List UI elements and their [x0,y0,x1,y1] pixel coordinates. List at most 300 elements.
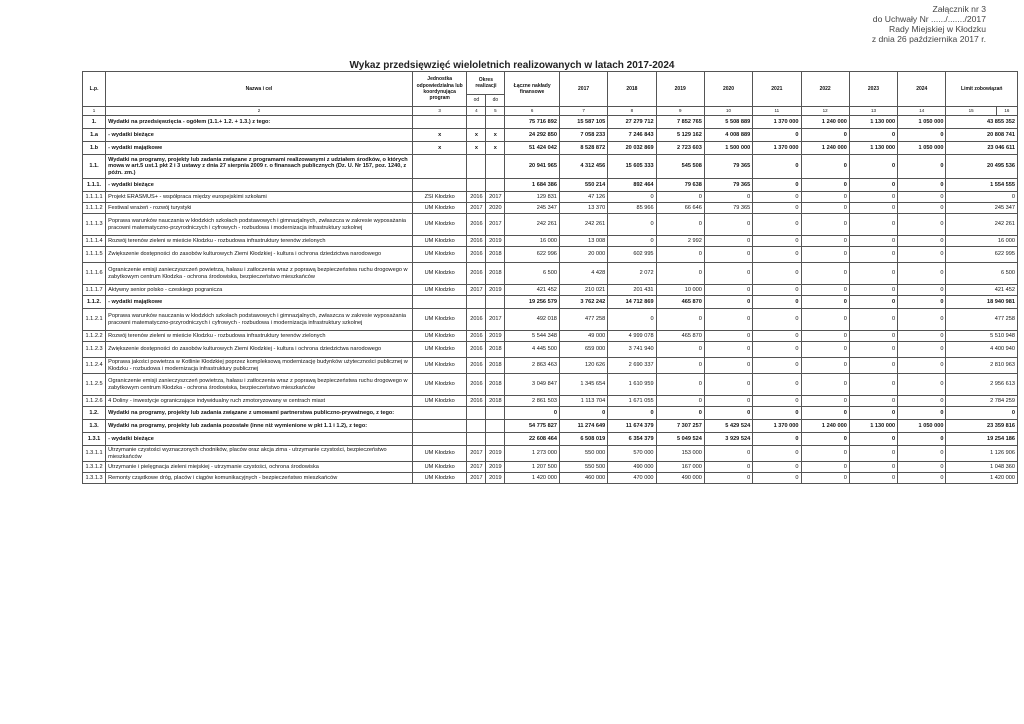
row-value-2018: 892 464 [608,179,656,192]
row-value-2024: 0 [898,263,946,285]
row-value-2017: 4 428 [559,263,607,285]
row-value-2024: 0 [898,433,946,446]
row-lp: 1.1.2.6 [83,396,106,407]
row-value-2021: 0 [753,358,801,374]
row-lp: 1.1.1.2 [83,203,106,214]
row-limit: 4 400 940 [946,342,1018,358]
row-limit: 43 855 352 [946,116,1018,129]
row-value-2017: 6 508 019 [559,433,607,446]
row-total: 1 420 000 [505,473,560,484]
row-from [467,116,486,129]
table-row [83,179,1018,192]
row-name: 4 Doliny - inwestycje ograniczające indywidualny ruch zmotoryzowany w centrach miast [106,396,413,407]
row-value-2024: 0 [898,473,946,484]
colnum: 15 [946,107,996,116]
row-lp: 1.1.2.1 [83,309,106,331]
table-row [83,116,1018,129]
row-value-2023: 0 [849,296,897,309]
council-name: Rady Miejskiej w Kłodzku [889,24,986,34]
row-value-2017: 659 000 [559,342,607,358]
col-year-2018: 2018 [608,72,656,107]
row-total: 1 207 500 [505,462,560,473]
row-value-2017: 550 500 [559,462,607,473]
row-name: Zwiększenie dostępności do zasobów kulturowych Ziemi Kłodzkiej - kultura i ochrona dziedzictwa narodowego [106,247,413,263]
row-value-2023: 0 [849,433,897,446]
row-total: 6 500 [505,263,560,285]
row-to [486,407,505,420]
row-limit: 5 510 948 [946,331,1018,342]
row-from: 2017 [467,462,486,473]
row-to: 2018 [486,358,505,374]
row-limit: 245 347 [946,203,1018,214]
row-value-2017: 11 274 649 [559,420,607,433]
row-value-2018: 0 [608,309,656,331]
attachment-header [786,4,986,44]
row-name: Wydatki na programy, projekty lub zadania pozostałe (inne niż wymienione w pkt 1.1 i 1.2), z tego: [106,420,413,433]
row-value-2019: 0 [656,192,704,203]
row-total: 5 544 348 [505,331,560,342]
row-value-2024: 0 [898,396,946,407]
row-value-2022: 0 [801,203,849,214]
row-value-2020: 0 [704,309,752,331]
row-limit: 622 995 [946,247,1018,263]
col-year-2022: 2022 [801,72,849,107]
row-to: 2017 [486,214,505,236]
row-lp: 1.1.1.4 [83,236,106,247]
row-value-2023: 0 [849,192,897,203]
row-limit: 20 495 536 [946,155,1018,179]
row-unit: UM Kłodzko [412,247,467,263]
row-value-2021: 0 [753,247,801,263]
row-value-2018: 3 741 940 [608,342,656,358]
row-name: Zwiększenie dostępności do zasobów kulturowych Ziemi Kłodzkiej - kultura i ochrona dziedzictwa narodowego [106,342,413,358]
row-lp: 1.1.2.5 [83,374,106,396]
table-row [83,420,1018,433]
row-value-2022: 0 [801,309,849,331]
row-value-2020: 0 [704,331,752,342]
row-from: 2016 [467,236,486,247]
row-limit: 421 452 [946,285,1018,296]
row-value-2022: 0 [801,473,849,484]
row-to: 2017 [486,309,505,331]
row-value-2017: 49 000 [559,331,607,342]
row-value-2018: 0 [608,192,656,203]
row-value-2017: 210 021 [559,285,607,296]
row-total: 19 256 579 [505,296,560,309]
row-to: 2019 [486,236,505,247]
row-total: 492 018 [505,309,560,331]
row-unit: UM Kłodzko [412,396,467,407]
row-value-2019: 0 [656,263,704,285]
row-value-2022: 0 [801,342,849,358]
row-value-2022: 1 240 000 [801,116,849,129]
row-unit: UM Kłodzko [412,203,467,214]
row-value-2021: 0 [753,214,801,236]
row-value-2020: 0 [704,446,752,462]
row-value-2019: 0 [656,342,704,358]
row-value-2024: 0 [898,407,946,420]
table-row [83,462,1018,473]
row-value-2023: 0 [849,407,897,420]
row-total: 2 863 463 [505,358,560,374]
table-row [83,309,1018,331]
row-value-2019: 0 [656,396,704,407]
table-row [83,433,1018,446]
row-limit: 23 046 611 [946,142,1018,155]
row-from [467,433,486,446]
row-to [486,179,505,192]
row-to [486,296,505,309]
row-to [486,155,505,179]
row-to: 2018 [486,342,505,358]
row-limit: 18 940 981 [946,296,1018,309]
row-value-2017: 7 058 233 [559,129,607,142]
row-name: Utrzymanie i pielęgnacja zieleni miejskiej - utrzymanie czystości, ochrona środowiska [106,462,413,473]
row-name: Wydatki na przedsięwzięcia - ogółem (1.1.+ 1.2. + 1.3.) z tego: [106,116,413,129]
row-value-2020: 0 [704,396,752,407]
row-value-2021: 0 [753,309,801,331]
row-name: Projekt ERASMUS+ - współpraca między europejskimi szkołami [106,192,413,203]
row-from [467,296,486,309]
row-limit: 0 [946,192,1018,203]
row-value-2018: 7 246 843 [608,129,656,142]
row-name: Poprawa warunków nauczania w kłodzkich szkołach podstawowych i gimnazjalnych, zwłaszcza w zakresie wyposażania pracowni matematyczno-przyrodniczych i cyfrowych - rozbudowa i modernizacja infrastruktury szkolnej [106,214,413,236]
row-from: 2016 [467,342,486,358]
row-value-2017: 477 258 [559,309,607,331]
row-value-2023: 0 [849,462,897,473]
row-lp: 1.1.2.2 [83,331,106,342]
row-value-2023: 0 [849,155,897,179]
row-value-2018: 470 000 [608,473,656,484]
row-value-2023: 0 [849,236,897,247]
row-value-2023: 0 [849,129,897,142]
row-value-2023: 0 [849,473,897,484]
row-lp: 1.b [83,142,106,155]
row-value-2018: 0 [608,407,656,420]
row-lp: 1.a [83,129,106,142]
row-value-2021: 1 370 000 [753,116,801,129]
row-value-2021: 0 [753,192,801,203]
row-limit: 0 [946,407,1018,420]
row-value-2019: 5 129 162 [656,129,704,142]
colnum: 7 [559,107,607,116]
row-from: 2017 [467,285,486,296]
row-value-2017: 4 312 456 [559,155,607,179]
row-value-2017: 13 008 [559,236,607,247]
row-value-2024: 0 [898,192,946,203]
row-value-2024: 0 [898,342,946,358]
row-value-2018: 0 [608,236,656,247]
row-value-2017: 120 626 [559,358,607,374]
row-value-2017: 8 528 872 [559,142,607,155]
row-value-2024: 0 [898,285,946,296]
row-from: 2016 [467,263,486,285]
row-to: 2019 [486,446,505,462]
row-value-2019: 465 870 [656,331,704,342]
row-value-2024: 0 [898,309,946,331]
row-total: 24 292 850 [505,129,560,142]
row-from: 2016 [467,358,486,374]
row-unit: UM Kłodzko [412,331,467,342]
row-value-2022: 0 [801,236,849,247]
row-value-2019: 7 307 257 [656,420,704,433]
row-value-2024: 0 [898,129,946,142]
row-to: 2019 [486,331,505,342]
col-name: Nazwa i cel [106,72,413,107]
row-value-2017: 1 345 654 [559,374,607,396]
row-total: 2 861 503 [505,396,560,407]
row-name: Ograniczenie emisji zanieczyszczeń powietrza, hałasu i zatłoczenia wraz z poprawą bezpieczeństwa ruchu drogowego w zabytkowym centrum Kłodzka - ochrona środowiska, bezpieczeństwo mieszkańców [106,263,413,285]
row-value-2020: 4 008 889 [704,129,752,142]
row-name: - wydatki bieżące [106,433,413,446]
table-row [83,236,1018,247]
row-limit: 1 048 360 [946,462,1018,473]
row-name: Poprawa warunków nauczania w kłodzkich szkołach podstawowych i gimnazjalnych, zwłaszcza w zakresie wyposażania pracowni matematyczno-przyrodniczych i cyfrowych - rozbudowa i modernizacja infrastruktury szkolnej [106,309,413,331]
row-unit: UM Kłodzko [412,342,467,358]
row-value-2024: 0 [898,296,946,309]
row-limit: 6 500 [946,263,1018,285]
row-value-2021: 0 [753,342,801,358]
row-total: 1 684 386 [505,179,560,192]
row-value-2019: 10 000 [656,285,704,296]
colnum: 11 [753,107,801,116]
table-row [83,342,1018,358]
row-value-2017: 0 [559,407,607,420]
row-lp: 1.1. [83,155,106,179]
table-row [83,374,1018,396]
row-value-2019: 0 [656,407,704,420]
row-lp: 1.1.1.1 [83,192,106,203]
row-name: Aktywny senior polsko - czeskiego pogranicza [106,285,413,296]
row-limit: 2 810 963 [946,358,1018,374]
page-title: Wykaz przedsięwzięć wieloletnich realizowanych w latach 2017-2024 [349,60,675,71]
col-total: Łączne nakłady finansowe [505,72,560,107]
row-value-2019: 545 508 [656,155,704,179]
row-name: Ograniczenie emisji zanieczyszczeń powietrza, hałasu i zatłoczenia wraz z poprawą bezpieczeństwa ruchu drogowego w zabytkowym centrum Kłodzka - ochrona środowiska, bezpieczeństwo mieszkańców [106,374,413,396]
row-value-2024: 0 [898,214,946,236]
row-name: - wydatki majątkowe [106,296,413,309]
row-value-2020: 0 [704,247,752,263]
row-to: 2018 [486,396,505,407]
row-value-2019: 465 870 [656,296,704,309]
row-unit: UM Kłodzko [412,358,467,374]
row-name: Wydatki na programy, projekty lub zadania związane z programami realizowanymi z udziałem środków, o których mowa w art.5 ust.1 pkt 2 i 3 ustawy z dnia 27 sierpnia 2009 r. o finansach publicznych (Dz. U. Nr 157, poz. 1240, z późn. zm.) [106,155,413,179]
row-total: 242 261 [505,214,560,236]
row-value-2021: 0 [753,236,801,247]
col-year-2019: 2019 [656,72,704,107]
row-value-2024: 1 050 000 [898,142,946,155]
table-header-row [83,72,1018,95]
row-value-2018: 570 000 [608,446,656,462]
table-row [83,407,1018,420]
row-unit [412,296,467,309]
row-from: 2016 [467,331,486,342]
row-lp: 1.2. [83,407,106,420]
table-row [83,263,1018,285]
row-to: 2018 [486,374,505,396]
row-value-2019: 490 000 [656,473,704,484]
colnum: 12 [801,107,849,116]
row-lp: 1.1.1. [83,179,106,192]
row-name: Festiwal wrażeń - rozwój turystyki [106,203,413,214]
table-row [83,473,1018,484]
row-name: - wydatki bieżące [106,179,413,192]
colnum: 9 [656,107,704,116]
row-value-2020: 0 [704,296,752,309]
col-to: do [486,95,505,107]
colnum: 4 [467,107,486,116]
row-value-2019: 66 646 [656,203,704,214]
row-from: x [467,129,486,142]
row-value-2023: 0 [849,203,897,214]
row-value-2018: 2 072 [608,263,656,285]
row-value-2022: 0 [801,433,849,446]
row-value-2022: 0 [801,396,849,407]
row-limit: 16 000 [946,236,1018,247]
row-value-2024: 0 [898,374,946,396]
table-row [83,285,1018,296]
row-from: 2016 [467,396,486,407]
row-name: Rozwój terenów zieleni w mieście Kłodzku - rozbudowa infrastruktury terenów zielonych [106,331,413,342]
row-lp: 1.1.1.3 [83,214,106,236]
row-limit: 2 784 259 [946,396,1018,407]
row-value-2020: 0 [704,473,752,484]
colnum: 8 [608,107,656,116]
colnum: 3 [412,107,467,116]
row-unit: UM Kłodzko [412,309,467,331]
row-value-2023: 1 130 000 [849,116,897,129]
row-to [486,420,505,433]
colnum: 2 [106,107,413,116]
row-value-2020: 79 365 [704,155,752,179]
row-value-2024: 0 [898,247,946,263]
row-total: 4 445 500 [505,342,560,358]
colnum: 10 [704,107,752,116]
row-value-2020: 0 [704,358,752,374]
row-value-2022: 0 [801,358,849,374]
row-to: 2018 [486,263,505,285]
row-lp: 1.1.2. [83,296,106,309]
row-value-2021: 0 [753,296,801,309]
table-row [83,247,1018,263]
row-value-2023: 0 [849,179,897,192]
attachment-number: Załącznik nr 3 [932,4,986,14]
row-unit: UM Kłodzko [412,236,467,247]
row-value-2017: 1 113 704 [559,396,607,407]
row-value-2022: 0 [801,155,849,179]
row-from: 2016 [467,247,486,263]
row-lp: 1.1.2.3 [83,342,106,358]
row-value-2023: 0 [849,214,897,236]
row-total: 3 049 847 [505,374,560,396]
table-row [83,192,1018,203]
row-value-2024: 0 [898,203,946,214]
row-value-2018: 20 032 869 [608,142,656,155]
row-lp: 1.1.1.5 [83,247,106,263]
row-value-2017: 460 000 [559,473,607,484]
row-total: 75 716 892 [505,116,560,129]
row-total: 622 996 [505,247,560,263]
row-unit: x [412,142,467,155]
row-value-2022: 0 [801,296,849,309]
row-value-2019: 0 [656,309,704,331]
row-value-2021: 1 370 000 [753,420,801,433]
row-value-2020: 1 500 000 [704,142,752,155]
row-value-2022: 0 [801,285,849,296]
row-value-2019: 153 000 [656,446,704,462]
table-row [83,446,1018,462]
row-value-2021: 0 [753,473,801,484]
row-value-2017: 20 000 [559,247,607,263]
row-value-2021: 0 [753,179,801,192]
row-value-2022: 0 [801,374,849,396]
row-value-2017: 242 261 [559,214,607,236]
row-value-2017: 15 587 105 [559,116,607,129]
row-lp: 1.3.1.1 [83,446,106,462]
projects-table [82,71,1018,484]
colnum: 14 [898,107,946,116]
row-value-2022: 0 [801,446,849,462]
resolution-number: do Uchwały Nr ....../......./2017 [872,14,986,24]
row-limit: 1 420 000 [946,473,1018,484]
row-value-2020: 0 [704,192,752,203]
row-value-2019: 0 [656,214,704,236]
row-limit: 477 258 [946,309,1018,331]
row-value-2023: 0 [849,263,897,285]
col-year-2020: 2020 [704,72,752,107]
row-to: 2017 [486,192,505,203]
row-value-2020: 0 [704,285,752,296]
row-value-2021: 0 [753,129,801,142]
row-from: 2017 [467,203,486,214]
row-unit [412,155,467,179]
row-value-2018: 27 279 712 [608,116,656,129]
row-lp: 1.3.1 [83,433,106,446]
row-value-2023: 0 [849,309,897,331]
row-value-2024: 1 050 000 [898,420,946,433]
row-value-2022: 0 [801,247,849,263]
row-value-2020: 0 [704,214,752,236]
row-unit [412,116,467,129]
row-limit: 23 359 816 [946,420,1018,433]
row-from: 2016 [467,192,486,203]
row-lp: 1.3.1.3 [83,473,106,484]
row-value-2023: 1 130 000 [849,142,897,155]
colnum: 1 [83,107,106,116]
row-value-2020: 0 [704,236,752,247]
row-value-2022: 0 [801,407,849,420]
row-total: 16 000 [505,236,560,247]
row-limit: 1 554 555 [946,179,1018,192]
column-numbers-row [83,107,1018,116]
row-total: 129 831 [505,192,560,203]
row-unit: ZSI Kłodzko [412,192,467,203]
row-value-2021: 0 [753,374,801,396]
colnum: 5 [486,107,505,116]
row-value-2024: 1 050 000 [898,116,946,129]
row-value-2024: 0 [898,462,946,473]
row-value-2024: 0 [898,446,946,462]
row-from: 2017 [467,446,486,462]
row-from [467,420,486,433]
col-period: Okres realizacji [467,72,505,95]
row-value-2020: 3 929 524 [704,433,752,446]
row-unit: UM Kłodzko [412,263,467,285]
row-value-2023: 1 130 000 [849,420,897,433]
row-lp: 1. [83,116,106,129]
row-value-2022: 0 [801,129,849,142]
row-to: 2019 [486,285,505,296]
